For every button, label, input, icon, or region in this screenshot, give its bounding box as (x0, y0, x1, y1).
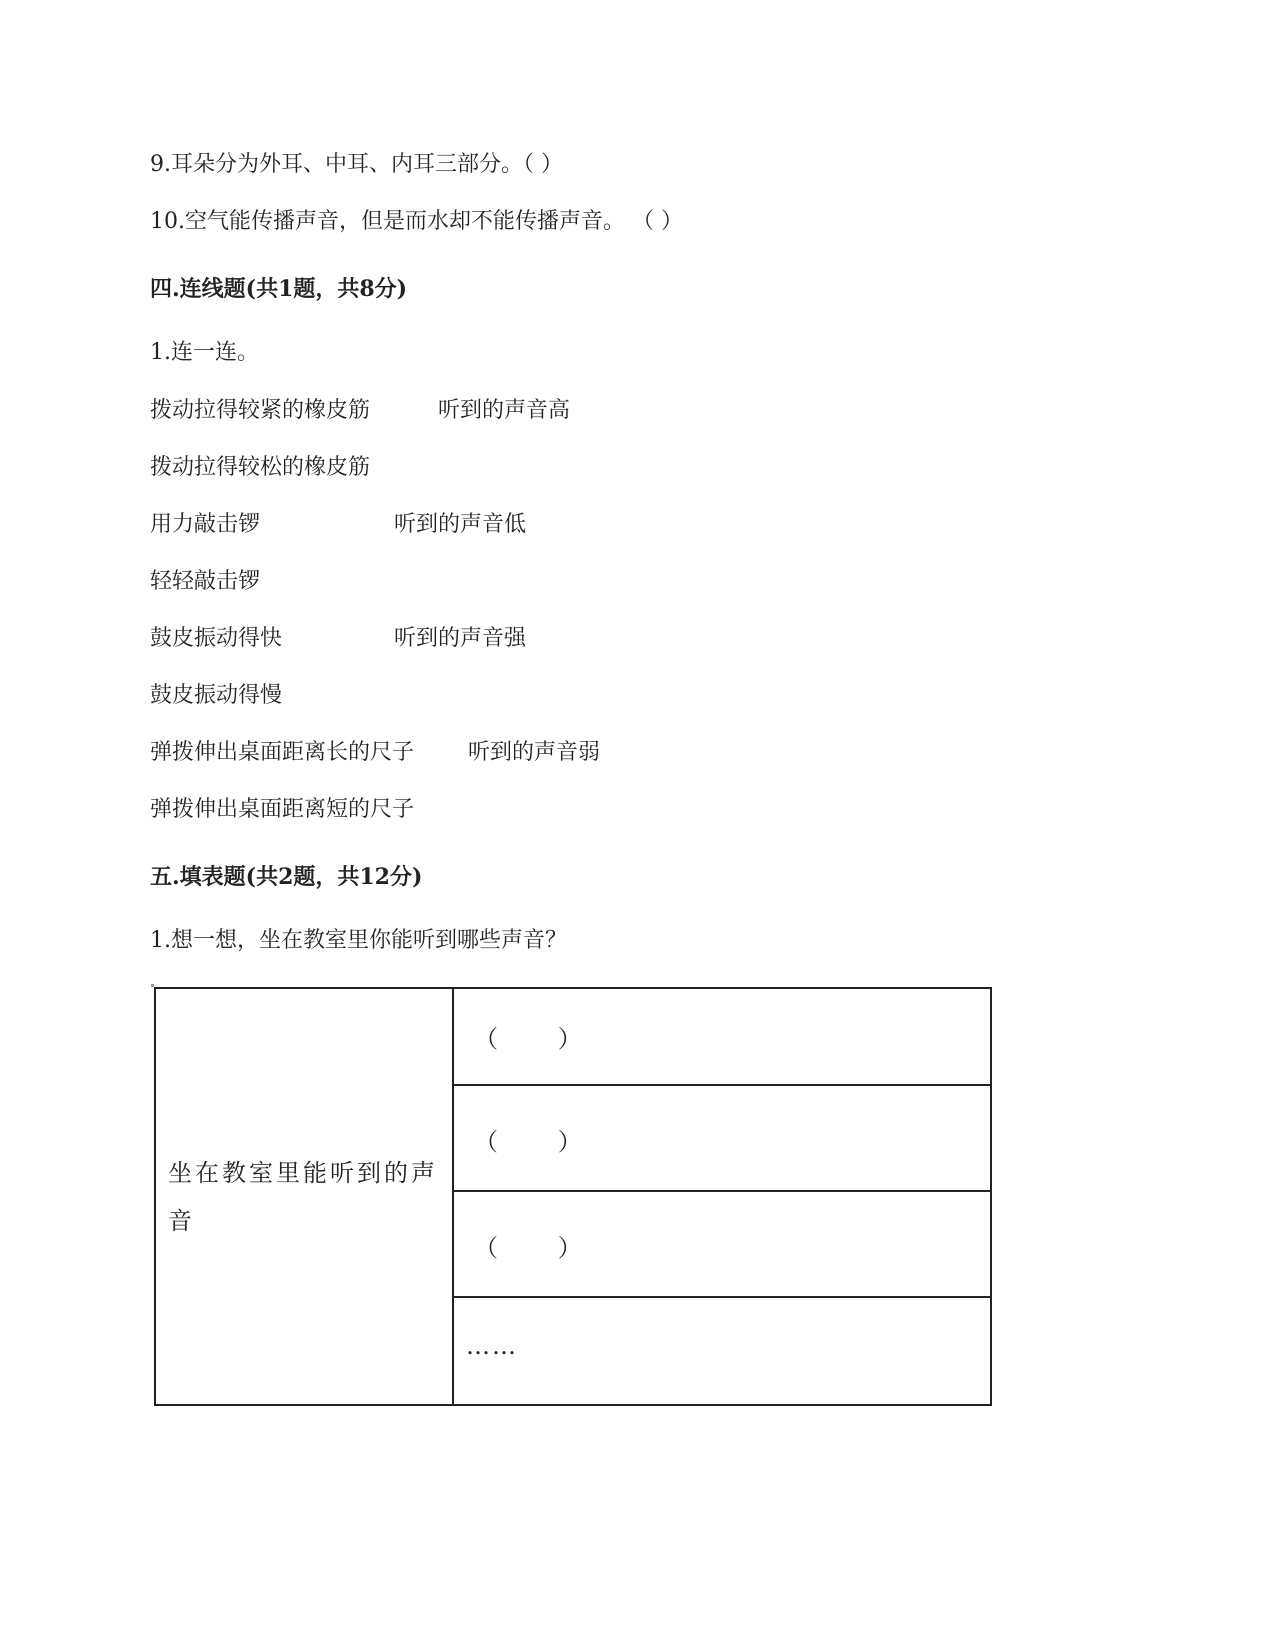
answer-blank: （ ） (474, 1234, 584, 1262)
matching-left-item: 轻轻敲击锣 (150, 569, 261, 594)
table-answer-row[interactable] (454, 989, 992, 1086)
matching-left-item: 弹拨伸出桌面距离长的尺子 (150, 740, 415, 765)
question-10: 10.空气能传播声音，但是而水却不能传播声音。 （ ） (150, 209, 683, 234)
answer-ellipsis: …… (466, 1332, 518, 1360)
question-9: 9.耳朵分为外耳、中耳、内耳三部分。（ ） (150, 152, 563, 177)
matching-left-item: 鼓皮振动得快 (150, 626, 283, 651)
table-answer-row[interactable] (454, 1086, 992, 1192)
matching-left-item: 弹拨伸出桌面距离短的尺子 (150, 797, 415, 822)
matching-right-item: 听到的声音弱 (468, 740, 601, 765)
section-heading-table: 五.填表题(共2题，共12分) (150, 864, 423, 890)
matching-right-item: 听到的声音低 (394, 512, 527, 537)
matching-right-item: 听到的声音高 (438, 398, 571, 423)
matching-left-item: 鼓皮振动得慢 (150, 683, 283, 708)
matching-question: 1.连一连。 (150, 340, 259, 365)
matching-left-item: 拨动拉得较松的橡皮筋 (150, 455, 371, 480)
section-heading-matching: 四.连线题(共1题，共8分) (150, 276, 408, 302)
table-label: 坐在教室里能听到的声音 (168, 1159, 438, 1235)
table-answer-row[interactable] (454, 1192, 992, 1298)
fill-in-table (154, 987, 992, 1406)
table-question: 1.想一想，坐在教室里你能听到哪些声音？ (150, 928, 567, 953)
answer-blank: （ ） (474, 1025, 584, 1053)
answer-blank: （ ） (474, 1128, 584, 1156)
matching-right-item: 听到的声音强 (394, 626, 527, 651)
matching-left-item: 用力敲击锣 (150, 512, 261, 537)
matching-left-item: 拨动拉得较紧的橡皮筋 (150, 398, 371, 423)
table-label-cell (156, 989, 454, 1404)
table-answer-row[interactable] (454, 1298, 992, 1404)
